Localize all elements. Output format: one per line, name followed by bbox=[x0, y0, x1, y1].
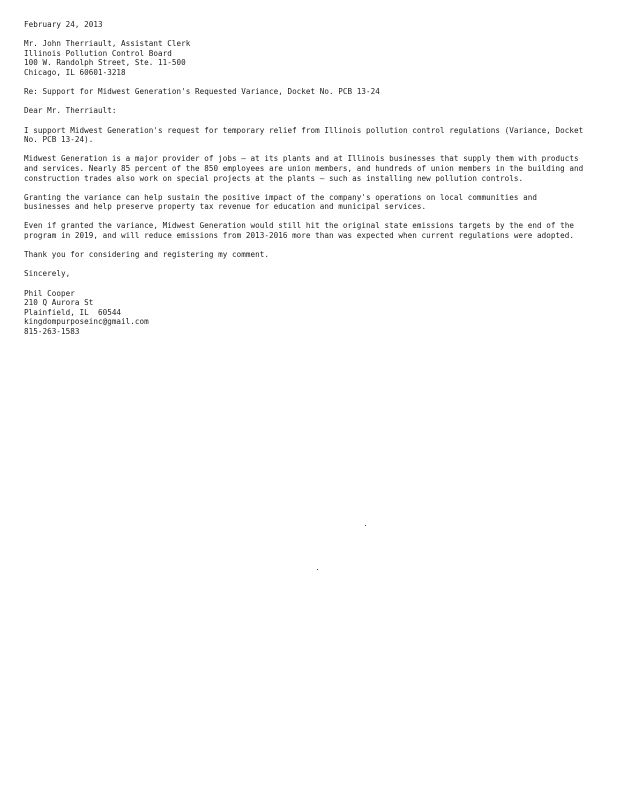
body-paragraph-3 bbox=[24, 193, 584, 212]
letter-body bbox=[24, 20, 584, 337]
recipient-address bbox=[24, 39, 584, 77]
closing: Sincerely, bbox=[24, 269, 71, 279]
paragraph-text: Midwest Generation is a major provider of jobs — at its plants and at Illinois businesses that supply them with products and services. Nearly 85 percent of the 850 employees are union members, and hundreds of union members in the building and construction trades also work on special projects at the plants — such as installing new pollution controls. bbox=[24, 154, 584, 183]
salutation-block bbox=[24, 106, 584, 116]
recipient-city: Chicago, IL 60601-3218 bbox=[24, 67, 126, 77]
recipient-organization: Illinois Pollution Control Board bbox=[24, 48, 172, 58]
recipient-street: 100 W. Randolph Street, Ste. 11-500 bbox=[24, 58, 186, 68]
subject-line-block bbox=[24, 87, 584, 97]
signature-phone: 815-263-1583 bbox=[24, 327, 80, 336]
body-paragraph-1 bbox=[24, 126, 584, 145]
signature-name: Phil Cooper bbox=[24, 288, 75, 298]
letter-date: February 24, 2013 bbox=[24, 20, 103, 29]
signature-city: Plainfield, IL 60544 bbox=[24, 307, 122, 317]
body-paragraph-5 bbox=[24, 250, 584, 260]
recipient-name: Mr. John Therriault, Assistant Clerk bbox=[24, 39, 191, 49]
paragraph-text: Even if granted the variance, Midwest Generation would still hit the original state emissions targets by the end of the program in 2019, and will reduce emissions from 2013-2016 more than was expected when current regulations were adopted. bbox=[24, 221, 574, 241]
scan-speck bbox=[317, 569, 318, 570]
body-paragraph-2 bbox=[24, 154, 584, 183]
signature-street: 210 Q Aurora St bbox=[24, 298, 94, 308]
scan-speck bbox=[365, 525, 366, 526]
signature-block bbox=[24, 289, 584, 337]
salutation: Dear Mr. Therriault: bbox=[24, 106, 117, 116]
paragraph-text: Thank you for considering and registering my comment. bbox=[24, 250, 269, 260]
closing-block bbox=[24, 269, 584, 279]
paragraph-text: Granting the variance can help sustain the positive impact of the company's operations on local communities and businesses and help preserve property tax revenue for education and municipal services. bbox=[24, 192, 538, 212]
paragraph-text: I support Midwest Generation's request for temporary relief from Illinois pollution control regulations (Variance, Docket No. PCB 13-24). bbox=[24, 125, 584, 145]
body-paragraph-4 bbox=[24, 221, 584, 240]
signature-email: kingdompurposeinc@gmail.com bbox=[24, 317, 149, 327]
subject-line: Re: Support for Midwest Generation's Requested Variance, Docket No. PCB 13-24 bbox=[24, 87, 380, 97]
